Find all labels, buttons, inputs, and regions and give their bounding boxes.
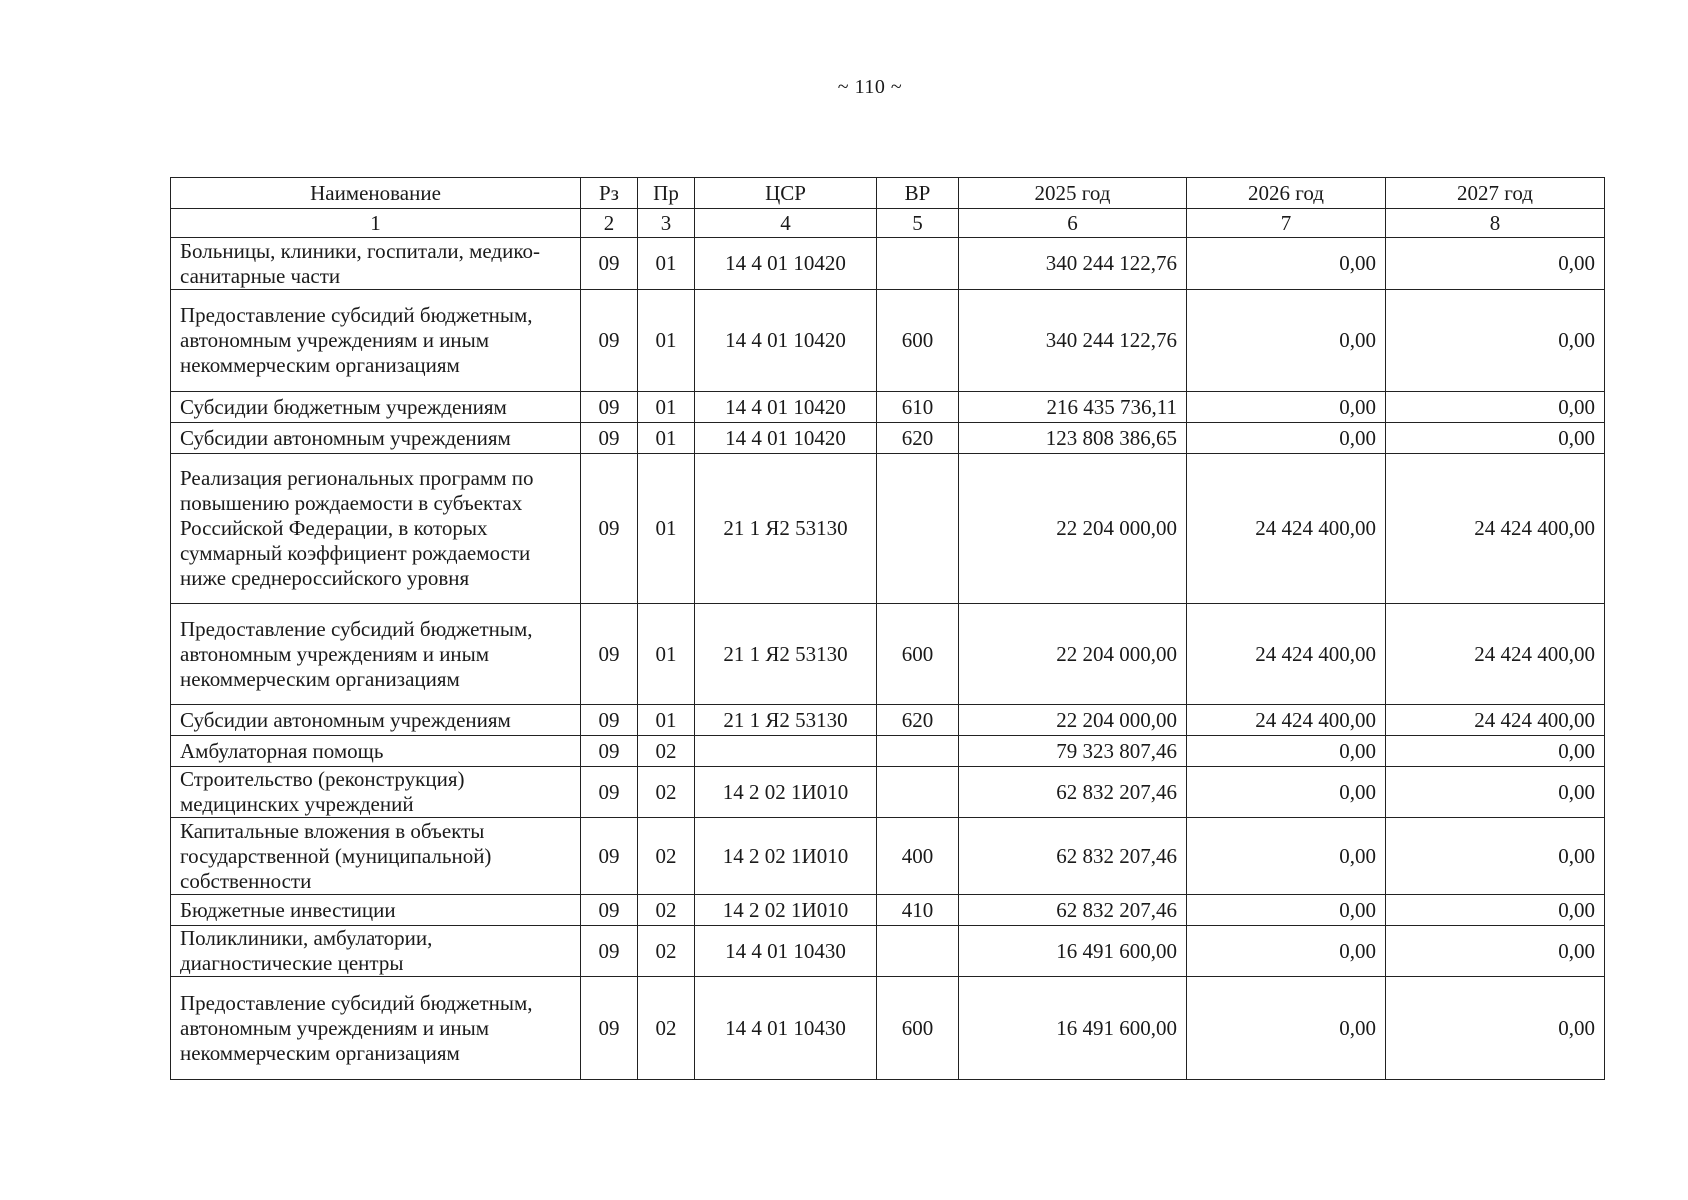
row-csr: 14 4 01 10430 <box>695 977 877 1080</box>
row-2026: 0,00 <box>1187 926 1386 977</box>
row-rz: 09 <box>581 926 638 977</box>
row-csr: 14 2 02 1И010 <box>695 818 877 895</box>
row-2027: 0,00 <box>1386 977 1605 1080</box>
header-vr: ВР <box>877 178 959 209</box>
row-2026: 0,00 <box>1187 818 1386 895</box>
row-csr: 21 1 Я2 53130 <box>695 454 877 604</box>
row-2027: 0,00 <box>1386 767 1605 818</box>
row-pr: 01 <box>638 705 695 736</box>
row-rz: 09 <box>581 818 638 895</box>
row-name: Предоставление субсидий бюджетным, автономным учреждениям и иным некоммерческим организациям <box>171 604 581 705</box>
row-csr: 14 4 01 10420 <box>695 392 877 423</box>
row-2026: 24 424 400,00 <box>1187 604 1386 705</box>
row-rz: 09 <box>581 767 638 818</box>
row-2026: 0,00 <box>1187 977 1386 1080</box>
row-vr: 600 <box>877 290 959 392</box>
row-2027: 24 424 400,00 <box>1386 604 1605 705</box>
row-rz: 09 <box>581 423 638 454</box>
row-rz: 09 <box>581 705 638 736</box>
table-row <box>171 895 1605 926</box>
row-2027: 0,00 <box>1386 818 1605 895</box>
header-name: Наименование <box>171 178 581 209</box>
table-row <box>171 736 1605 767</box>
row-pr: 02 <box>638 736 695 767</box>
row-name: Субсидии бюджетным учреждениям <box>171 392 581 423</box>
column-index: 7 <box>1187 209 1386 238</box>
row-name: Капитальные вложения в объекты государственной (муниципальной) собственности <box>171 818 581 895</box>
row-pr: 01 <box>638 290 695 392</box>
row-pr: 01 <box>638 423 695 454</box>
row-2025: 340 244 122,76 <box>959 238 1187 290</box>
row-2026: 0,00 <box>1187 290 1386 392</box>
row-name: Реализация региональных программ по повышению рождаемости в субъектах Российской Федерации, в которых суммарный коэффициент рождаемости ниже среднероссийского уровня <box>171 454 581 604</box>
row-2026: 0,00 <box>1187 736 1386 767</box>
row-csr: 21 1 Я2 53130 <box>695 705 877 736</box>
header-2026: 2026 год <box>1187 178 1386 209</box>
row-name: Субсидии автономным учреждениям <box>171 423 581 454</box>
row-vr <box>877 454 959 604</box>
row-2026: 0,00 <box>1187 423 1386 454</box>
row-2026: 24 424 400,00 <box>1187 705 1386 736</box>
row-csr: 14 2 02 1И010 <box>695 767 877 818</box>
table-row <box>171 926 1605 977</box>
row-pr: 01 <box>638 454 695 604</box>
column-index: 1 <box>171 209 581 238</box>
table-row <box>171 290 1605 392</box>
row-vr <box>877 736 959 767</box>
row-2025: 22 204 000,00 <box>959 604 1187 705</box>
row-2027: 0,00 <box>1386 895 1605 926</box>
row-2027: 0,00 <box>1386 392 1605 423</box>
header-2025: 2025 год <box>959 178 1187 209</box>
row-csr: 14 4 01 10430 <box>695 926 877 977</box>
column-index: 6 <box>959 209 1187 238</box>
row-2027: 0,00 <box>1386 926 1605 977</box>
row-pr: 01 <box>638 238 695 290</box>
row-pr: 02 <box>638 767 695 818</box>
row-name: Амбулаторная помощь <box>171 736 581 767</box>
row-2025: 216 435 736,11 <box>959 392 1187 423</box>
row-2027: 0,00 <box>1386 736 1605 767</box>
table-row <box>171 392 1605 423</box>
row-2025: 22 204 000,00 <box>959 454 1187 604</box>
row-rz: 09 <box>581 454 638 604</box>
row-2025: 16 491 600,00 <box>959 977 1187 1080</box>
row-2027: 24 424 400,00 <box>1386 705 1605 736</box>
column-index: 4 <box>695 209 877 238</box>
row-pr: 02 <box>638 926 695 977</box>
row-rz: 09 <box>581 604 638 705</box>
header-rz: Рз <box>581 178 638 209</box>
row-2027: 0,00 <box>1386 290 1605 392</box>
row-rz: 09 <box>581 977 638 1080</box>
row-2026: 0,00 <box>1187 895 1386 926</box>
row-csr: 14 4 01 10420 <box>695 290 877 392</box>
row-pr: 02 <box>638 977 695 1080</box>
row-rz: 09 <box>581 238 638 290</box>
row-csr: 14 4 01 10420 <box>695 423 877 454</box>
row-2025: 22 204 000,00 <box>959 705 1187 736</box>
table-row <box>171 423 1605 454</box>
row-rz: 09 <box>581 895 638 926</box>
row-2027: 0,00 <box>1386 238 1605 290</box>
row-name: Предоставление субсидий бюджетным, автономным учреждениям и иным некоммерческим организациям <box>171 290 581 392</box>
column-index: 5 <box>877 209 959 238</box>
row-2025: 123 808 386,65 <box>959 423 1187 454</box>
page-number: ~ 110 ~ <box>837 76 903 98</box>
row-pr: 01 <box>638 604 695 705</box>
table-row <box>171 604 1605 705</box>
row-vr: 610 <box>877 392 959 423</box>
row-rz: 09 <box>581 392 638 423</box>
row-2025: 62 832 207,46 <box>959 895 1187 926</box>
row-name: Бюджетные инвестиции <box>171 895 581 926</box>
table-row <box>171 454 1605 604</box>
row-pr: 02 <box>638 818 695 895</box>
row-rz: 09 <box>581 290 638 392</box>
column-index: 2 <box>581 209 638 238</box>
row-name: Строительство (реконструкция) медицинских учреждений <box>171 767 581 818</box>
row-pr: 02 <box>638 895 695 926</box>
row-vr: 600 <box>877 977 959 1080</box>
header-csr: ЦСР <box>695 178 877 209</box>
row-2025: 16 491 600,00 <box>959 926 1187 977</box>
header-row <box>171 178 1605 209</box>
table-row <box>171 767 1605 818</box>
row-vr: 620 <box>877 423 959 454</box>
row-2025: 340 244 122,76 <box>959 290 1187 392</box>
row-vr <box>877 767 959 818</box>
row-2025: 79 323 807,46 <box>959 736 1187 767</box>
row-vr: 410 <box>877 895 959 926</box>
row-name: Поликлиники, амбулатории, диагностические центры <box>171 926 581 977</box>
column-index: 3 <box>638 209 695 238</box>
table-row <box>171 818 1605 895</box>
row-vr: 400 <box>877 818 959 895</box>
row-name: Больницы, клиники, госпитали, медико-санитарные части <box>171 238 581 290</box>
table-row <box>171 977 1605 1080</box>
row-vr <box>877 238 959 290</box>
column-index: 8 <box>1386 209 1605 238</box>
row-pr: 01 <box>638 392 695 423</box>
row-vr: 620 <box>877 705 959 736</box>
header-pr: Пр <box>638 178 695 209</box>
row-2026: 0,00 <box>1187 767 1386 818</box>
row-csr <box>695 736 877 767</box>
budget-table <box>170 177 1605 1080</box>
row-2026: 24 424 400,00 <box>1187 454 1386 604</box>
row-csr: 21 1 Я2 53130 <box>695 604 877 705</box>
column-index-row <box>171 209 1605 238</box>
row-rz: 09 <box>581 736 638 767</box>
row-csr: 14 2 02 1И010 <box>695 895 877 926</box>
row-csr: 14 4 01 10420 <box>695 238 877 290</box>
row-name: Предоставление субсидий бюджетным, автономным учреждениям и иным некоммерческим организациям <box>171 977 581 1080</box>
row-2025: 62 832 207,46 <box>959 818 1187 895</box>
row-2026: 0,00 <box>1187 238 1386 290</box>
header-2027: 2027 год <box>1386 178 1605 209</box>
row-2025: 62 832 207,46 <box>959 767 1187 818</box>
row-vr <box>877 926 959 977</box>
row-name: Субсидии автономным учреждениям <box>171 705 581 736</box>
row-vr: 600 <box>877 604 959 705</box>
table-row <box>171 238 1605 290</box>
row-2027: 24 424 400,00 <box>1386 454 1605 604</box>
row-2026: 0,00 <box>1187 392 1386 423</box>
table-row <box>171 705 1605 736</box>
row-2027: 0,00 <box>1386 423 1605 454</box>
